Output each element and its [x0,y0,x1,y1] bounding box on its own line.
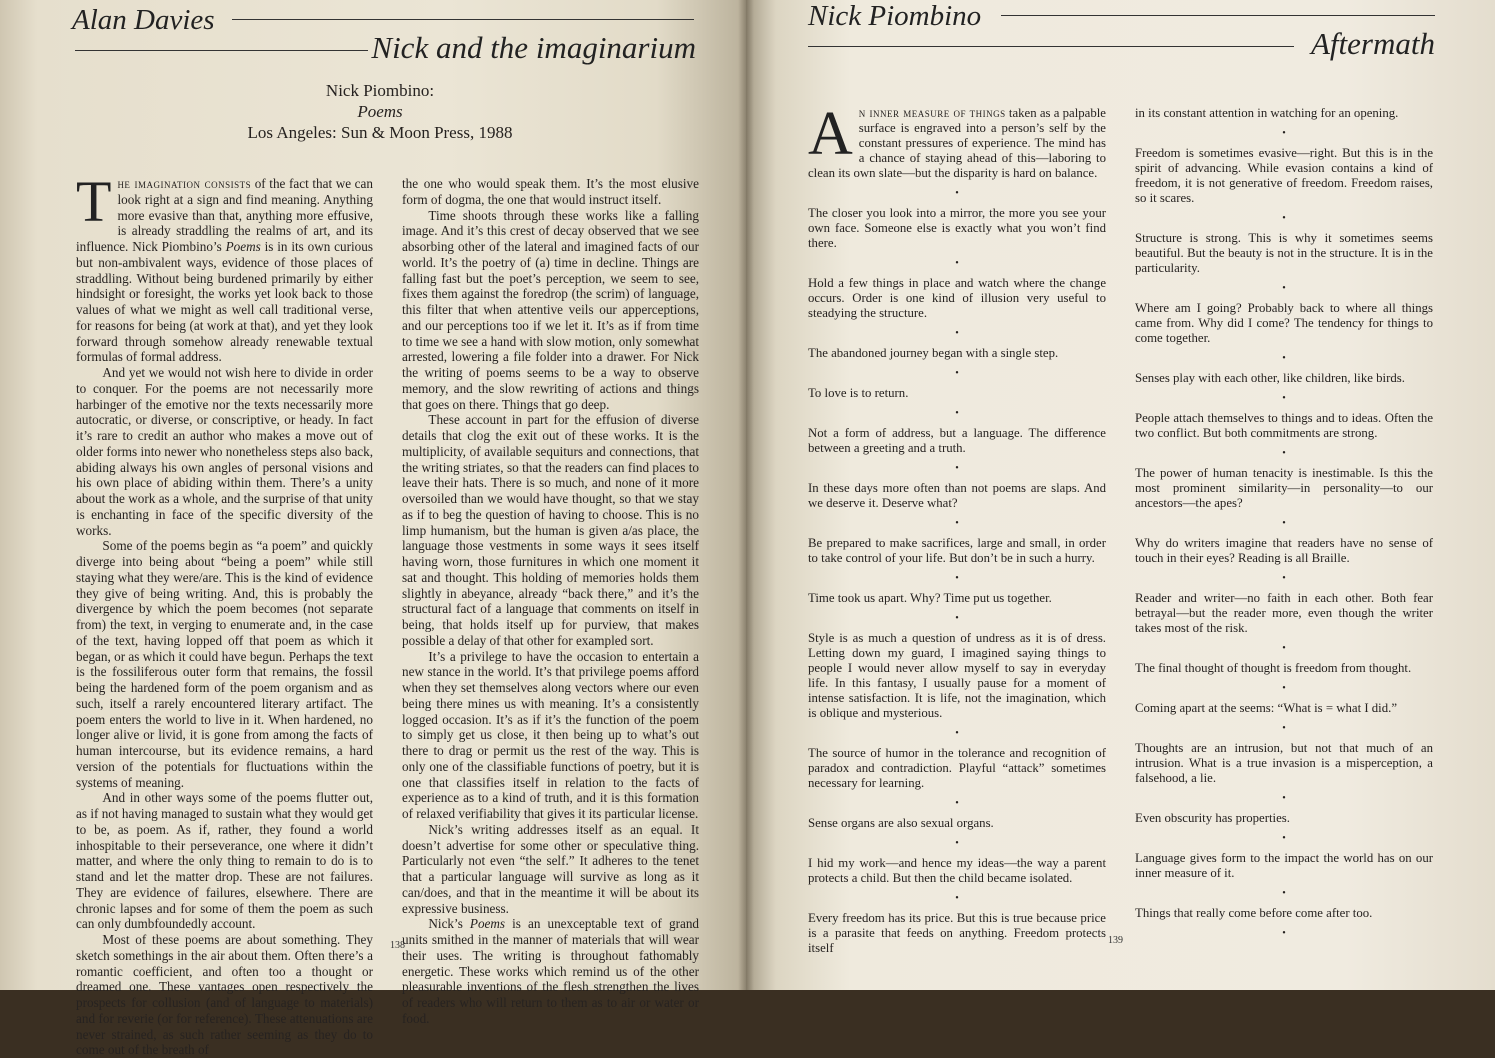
bullet-separator: • [955,573,959,584]
paragraph: These account in part for the effusion of diverse details that clog the exit out of these works. It is the multiplicity, of available sequiturs and connections, that the writing striates, so that the readers can find places to leave their hats. There is so much, and none of it more oversoiled than we would have thought, so that we stay as if to beg the question of having to choose. This is no limp humanism, but the human is given a/as place, the language those vestments in some ways it sees itself having worn, those furnitures in which one moment it sat and thought. This holding of memories holds them slightly in abeyance, already “back there,” and it’s the structural fact of a language that comments on itself in being, that holds itself up for purview, that makes possible a delay of that other for exampled sort. [402,412,699,648]
right-column-1 [808,100,1106,956]
left-page [0,0,746,1058]
review-citation [200,80,560,143]
bullet-separator: • [955,188,959,199]
left-column-2 [402,176,699,1027]
bullet-separator: • [1282,793,1286,804]
bullet-separator: • [1282,683,1286,694]
bullet-separator: • [1282,448,1286,459]
bullet-separator: • [1282,723,1286,734]
bullet-separator: • [955,728,959,739]
aphorism: Coming apart at the seems: “What is = what I did.” [1135,701,1398,715]
aphorism: Thoughts are an intrusion, but not that much of an intrusion. What is a true invasion is a misperception, a falsehood, a lie. [1135,741,1433,785]
paragraph: Most of these poems are about something. They sketch somethings in the air about them. Often there’s a romantic coefficient, and often too a thought or dreamed one. These vantages open respectively the prospects for collusion (and of language to materials) and for reverie (or for reference). These attenuations are never strained, as such rather seeming as they do to come out of the breath of [76,932,373,1058]
header-rule-top [1001,15,1435,16]
aphorism: I hid my work—and hence my ideas—the way a parent protects a child. But then the child became isolated. [808,856,1106,885]
right-author-heading: Nick Piombino [808,0,982,32]
aphorism: Things that really come before come after too. [1135,906,1373,920]
aphorism: People attach themselves to things and to ideas. Often the two conflict. But both commitments are strong. [1135,411,1433,440]
article-title: Nick and the imaginarium [371,30,696,65]
bullet-separator: • [955,893,959,904]
aphorism: The source of humor in the tolerance and recognition of paradox and contradiction. Playful “attack” sometimes necessary for learning. [808,746,1106,790]
aphorism: The power of human tenacity is inestimable. Is this the most prominent similarity—in personality—to our ancestors—the apes? [1135,466,1433,510]
page-number-left: 138 [390,940,405,951]
aphorism: Structure is strong. This is why it sometimes seems beautiful. But the beauty is not in the structure. It is in the particularity. [1135,231,1433,275]
aphorism: Be prepared to make sacrifices, large and small, in order to take control of your life. But don’t be in such a hurry. [808,536,1106,565]
paragraph: Nick’s Poems is an unexceptable text of grand units smithed in the manner of materials that will wear their uses. The writing is throughout fathomably energetic. These works which remind us of the other pleasurable inventions of the flesh strengthen the lives of readers who will return to them as to air or water or food. [402,916,700,1026]
aphorism: in its constant attention in watching for an opening. [1135,106,1399,120]
aphorism: The final thought of thought is freedom from thought. [1135,661,1412,675]
paragraph: The imagination consists of the fact that we can look right at a sign and find meaning. Anything more evasive than that, anything more effusive, is already straddling the realms of art, and its influence. Nick Piombino’s Poems is in its own curious but non-ambivalent ways, evidence of those places of straddling. Without being burdened primarily by either hindsight or foresight, the works yet look back to those values of what we might as well call traditional verse, for reasons for being (at work at that), and yet they look forward through somehow already renewable textual formulas of formal address. [76,169,373,365]
bullet-separator: • [1282,888,1286,899]
aphorism: The closer you look into a mirror, the more you see your own face. Someone else is exactly what you won’t find there. [808,206,1106,250]
bullet-separator: • [1282,573,1286,584]
aphorism: An inner measure of things taken as a palpable surface is engraved into a person’s self by the constant pressures of experience. The mind has a chance of staying ahead of this—laboring to clean its own slate—but the disparity is hard on balance. [808,100,1106,180]
header-rule-bottom [808,46,1294,47]
bullet-separator: • [955,368,959,379]
poem-title: Aftermath [1311,26,1435,61]
header-rule-top [232,19,694,20]
review-publisher: Los Angeles: Sun & Moon Press, 1988 [247,123,513,142]
aphorism: In these days more often than not poems are slaps. And we deserve it. Deserve what? [808,481,1106,510]
aphorism: Sense organs are also sexual organs. [808,816,994,830]
aphorism: Even obscurity has properties. [1135,811,1290,825]
aphorism: Every freedom has its price. But this is true because price is a parasite that feeds on anything. Freedom protects itself [808,911,1106,955]
review-author: Nick Piombino: [325,81,435,100]
aphorism: Language gives form to the impact the world has on our inner measure of it. [1135,851,1433,880]
aphorism: To love is to return. [808,386,909,400]
aphorism: Senses play with each other, like children, like birds. [1135,371,1405,385]
right-column-2 [1135,106,1433,946]
aphorism: Style is as much a question of undress as it is of dress. Letting down my guard, I imagined saying things to people I would never allow myself to say in everyday life. In this fantasy, I usually pause for a moment of intense satisfaction. It is life, not the imagination, which is oblique and mysterious. [808,631,1106,720]
bullet-separator: • [1282,393,1286,404]
book-gutter [738,0,754,990]
bullet-separator: • [1282,518,1286,529]
bullet-separator: • [955,258,959,269]
drop-cap: A [808,100,853,168]
bullet-separator: • [955,613,959,624]
paragraph: And in other ways some of the poems flutter out, as if not having managed to sustain what they would get to be, as poem. As if, rather, they found a world inhospitable to their perseverance, one where it didn’t matter, and where the only thing to remain to do is to stand and let the matter drop. These are not failures. They are evidence of failures, elsewhere. There are chronic lapses and for some of them the poem as such can only dumbfoundedly account. [76,790,373,932]
bullet-separator: • [955,408,959,419]
left-column-1 [76,169,374,1058]
bullet-separator: • [955,798,959,809]
bullet-separator: • [1282,833,1286,844]
paragraph: the one who would speak them. It’s the most elusive form of dogma, the one that would instruct itself. [402,176,699,207]
bullet-separator: • [1282,213,1286,224]
aphorism: Where am I going? Probably back to where all things came from. Why did I come? The tendency for things to come together. [1135,301,1433,345]
paragraph: Some of the poems begin as “a poem” and quickly diverge into being about “being a poem” while still staying what they were/are. This is the kind of evidence they give of being writing. And, this is probably the divergence by which the poem becomes (not separate from) the text, in verging to enumerate and, in the case of the text, having lopped off that poem as which it began, or as which it could have begun. Perhaps the text is the fossiliferous outer form that remains, the fossil being the hardened form of the poem organism and as such, itself a rarely encountered literary artifact. The poem enters the world to live in it. When hardened, no longer alive or livid, it is gone from among the facts of human intercourse, but its evidence remains, a hard version of the potentials for fluctuations within the systems of meaning. [76,538,373,790]
aphorism: Why do writers imagine that readers have no sense of touch in their eyes? Reading is all Braille. [1135,536,1433,565]
aphorism: Freedom is sometimes evasive—right. But this is in the spirit of advancing. While evasion contains a kind of freedom, it is not generative of freedom. Freedom raises, so it scares. [1135,146,1433,205]
bullet-separator: • [1282,643,1286,654]
header-rule-bottom [75,50,368,51]
bullet-separator: • [1282,353,1286,364]
paragraph: Nick’s writing addresses itself as an equal. It doesn’t advertise for some other or speculative thing. Particularly not even “the self.” It adheres to the tenet that a particular language will survive as long as it can/does, and that in the meantime it will be about its expressive business. [402,821,699,916]
aphorism: The abandoned journey began with a single step. [808,346,1059,360]
right-page [746,0,1495,990]
bullet-separator: • [1282,928,1286,939]
aphorism: Time took us apart. Why? Time put us together. [808,591,1052,605]
bullet-separator: • [955,838,959,849]
bullet-separator: • [955,518,959,529]
aphorism: Hold a few things in place and watch where the change occurs. Order is one kind of illusion very useful to steadying the structure. [808,276,1106,320]
paragraph: And yet we would not wish here to divide in order to conquer. For the poems are not necessarily more harbinger of the emotive nor the texts necessarily more autocratic, or diverse, or conscriptive, or heady. In fact it’s rare to credit an author who makes a move out of older forms into newer who nonetheless steps also back, abiding always his own angles of personal visions and his own place of abiding within them. There’s a unity about the work as a whole, and the surprise of that unity is enchanting in face of the specific diversity of the works. [76,365,374,538]
aphorism: Not a form of address, but a language. The difference between a greeting and a truth. [808,426,1106,455]
paragraph: It’s a privilege to have the occasion to entertain a new stance in the world. It’s that privilege poems afford when they set themselves along vectors where our even being there mines us with meaning. It’s a consistently logged occasion. It’s as if it’s the function of the poem to simply get us close, it then being up to what’s out there to drag or permit us the rest of the way. This is only one of the classifiable functions of poetry, but it is one that classifies itself in relation to the facts of experience as to a kind of truth, and it is this formation of relaxed verifiability that gives it its particular license. [402,648,699,821]
bullet-separator: • [955,328,959,339]
bullet-separator: • [1282,128,1286,139]
left-author-heading: Alan Davies [72,4,215,36]
review-book-title: Poems [357,102,403,121]
drop-cap: T [76,169,112,234]
aphorism: Reader and writer—no faith in each other. Both fear betrayal—but the reader more, even though the writer takes most of the risk. [1135,591,1433,635]
bullet-separator: • [955,463,959,474]
paragraph: Time shoots through these works like a falling image. And it’s this crest of decay observed that we see absorbing other of the lateral and imagined facts of our world. It’s the poetry of (a) time in decline. Things are falling fast but the poet’s perception, we seem to see, fixes them against the foredrop (the scrim) of language, this filter that when attentive veils our apperceptions, and our perceptions too if we let it. It’s as if from time to time we see a hand with slow motion, only somewhat arrested, lowering a file folder into a drawer. For Nick the writing of poems seems to be a way to observe memory, and the slow rewriting of actions and things that goes on there. Things that go deep. [402,207,699,412]
page-number-right: 139 [1108,935,1123,946]
bullet-separator: • [1282,283,1286,294]
